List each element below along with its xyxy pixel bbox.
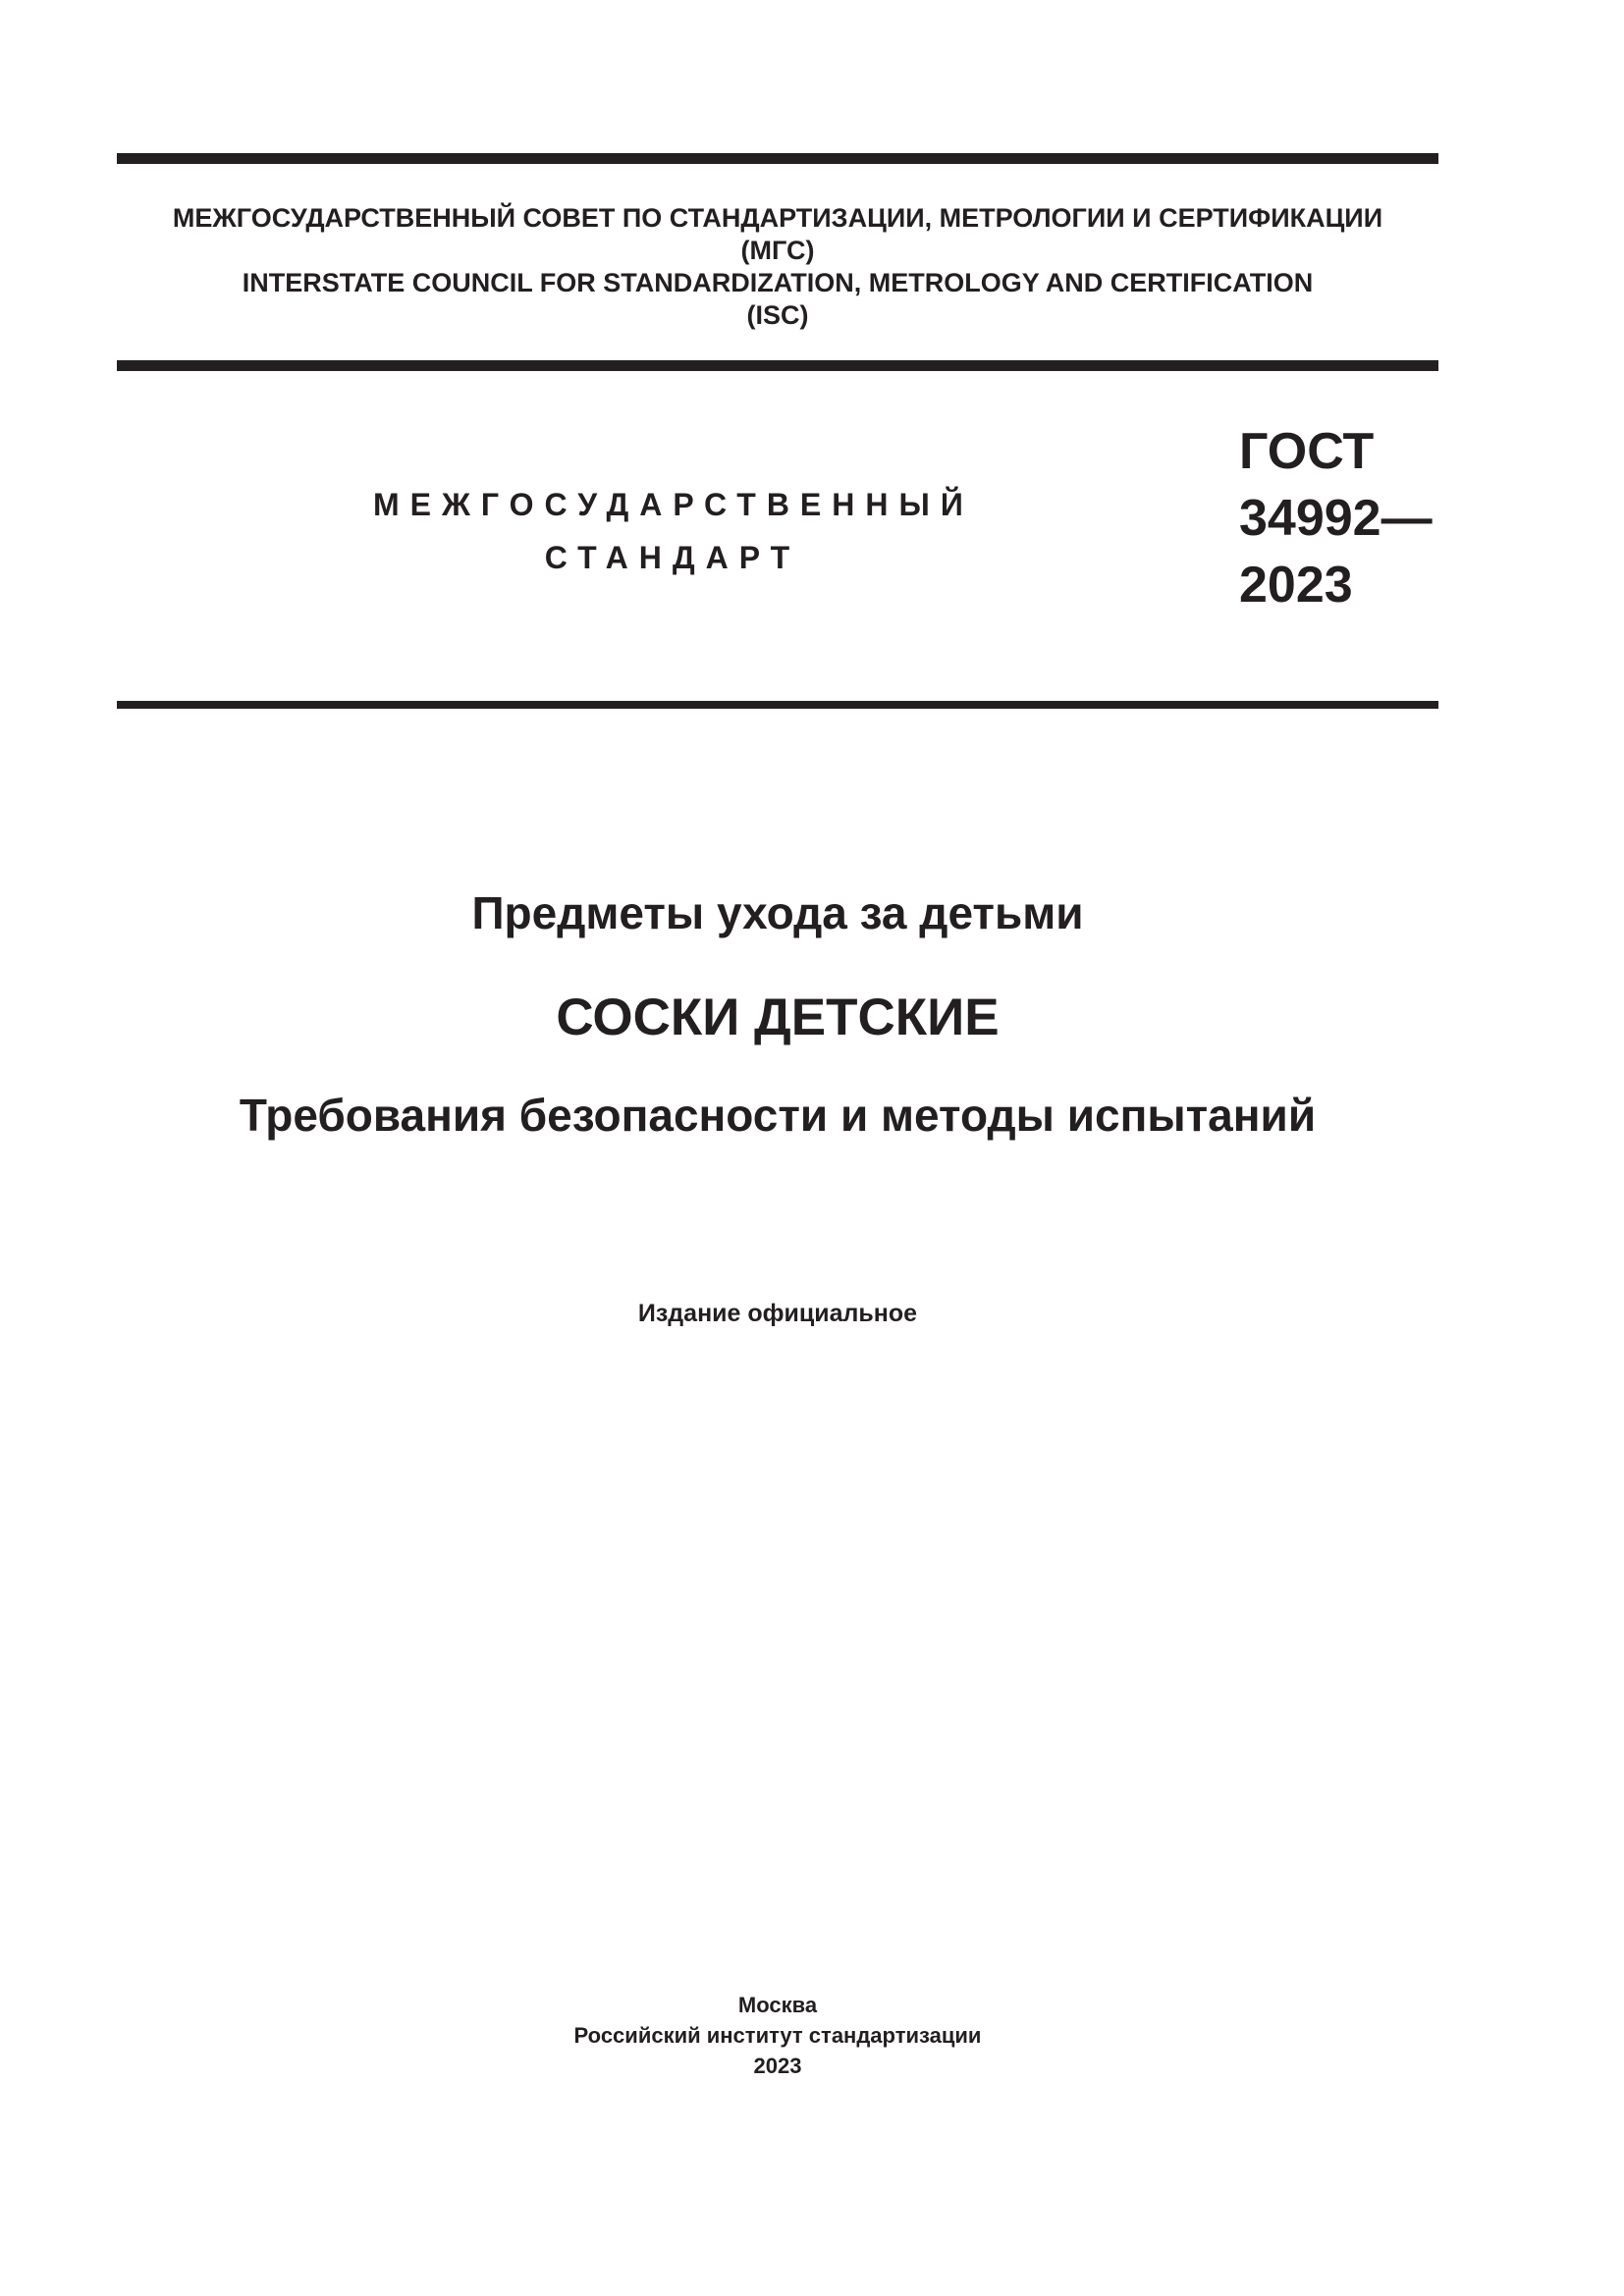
designation-divider <box>117 701 1438 709</box>
header-divider <box>117 360 1438 371</box>
standard-type-line-2: СТАНДАРТ <box>544 540 801 575</box>
standard-prefix: ГОСТ <box>1239 423 1375 480</box>
standard-year: 2023 <box>1239 557 1353 614</box>
imprint-year: 2023 <box>753 2054 802 2078</box>
edition-note: Издание официальное <box>637 1300 918 1327</box>
standard-type-line-1: МЕЖГОСУДАРСТВЕННЫЙ <box>373 487 974 522</box>
imprint <box>117 1990 1438 2081</box>
top-divider <box>117 153 1438 164</box>
council-name-en: INTERSTATE COUNCIL FOR STANDARDIZATION, METROLOGY AND CERTIFICATION <box>242 268 1314 297</box>
council-abbr-en: (ISC) <box>746 300 809 330</box>
council-name-ru: МЕЖГОСУДАРСТВЕННЫЙ СОВЕТ ПО СТАНДАРТИЗАЦИИ, МЕТРОЛОГИИ И СЕРТИФИКАЦИИ <box>172 203 1383 233</box>
imprint-publisher: Российский институт стандартизации <box>573 2023 982 2048</box>
standard-number: 34992— <box>1239 490 1433 547</box>
document-title-main: СОСКИ ДЕТСКИЕ <box>556 988 1000 1046</box>
council-header <box>117 202 1438 332</box>
document-title-group: Предметы ухода за детьми <box>471 887 1084 938</box>
document-subtitle: Требования безопасности и методы испытаний <box>239 1090 1317 1141</box>
standard-type <box>373 478 972 584</box>
council-abbr-ru: (МГС) <box>740 236 815 265</box>
standard-designation <box>1239 418 1433 618</box>
imprint-city: Москва <box>737 1993 818 2017</box>
